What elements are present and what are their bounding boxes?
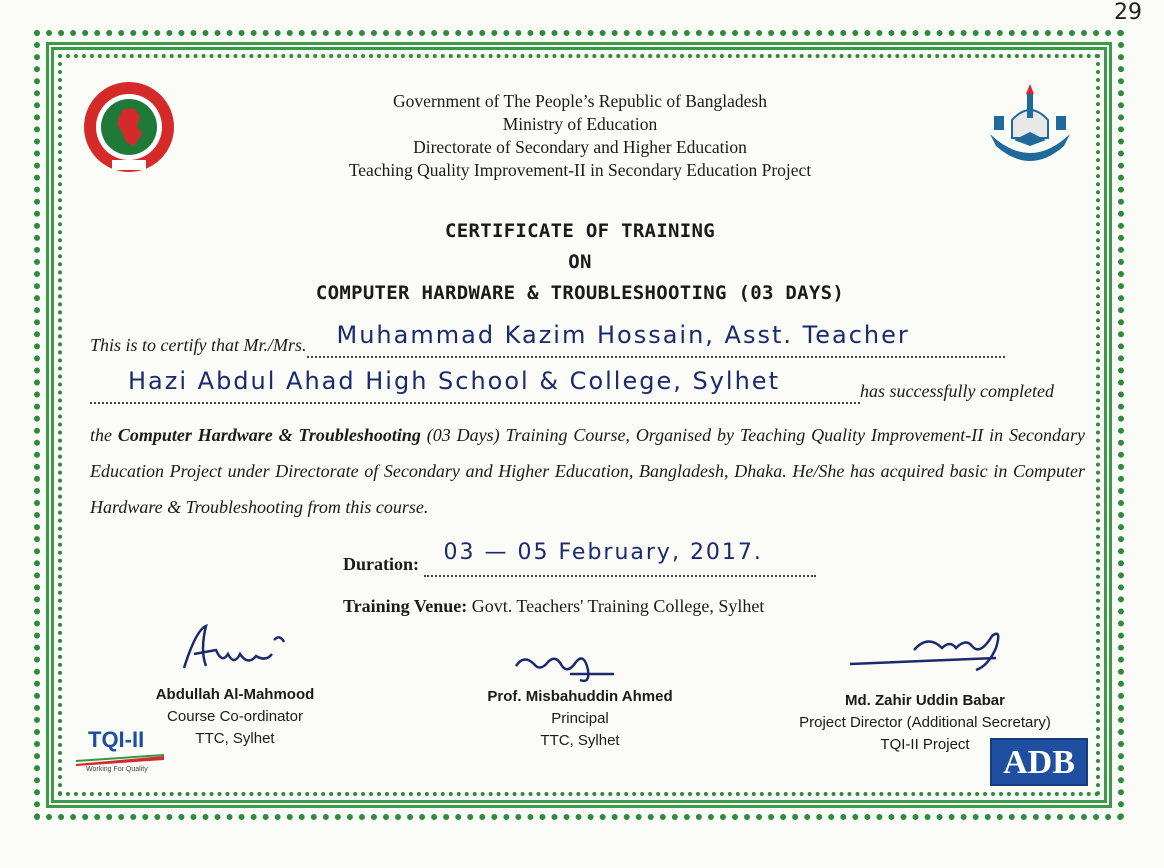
header-line-government: Government of The People’s Republic of Bangladesh: [393, 91, 767, 111]
header-line-directorate: Directorate of Secondary and Higher Education: [413, 137, 747, 157]
name-field: [307, 321, 1005, 358]
signatory-org: TTC, Sylhet: [195, 730, 275, 747]
header-line-project: Teaching Quality Improvement-II in Secondary Education Project: [348, 160, 812, 180]
venue-line: [343, 596, 764, 617]
course-paragraph: [90, 417, 1085, 525]
course-name: Computer Hardware & Troubleshooting: [117, 425, 421, 445]
adb-logo-text: ADB: [1003, 744, 1075, 781]
title-line-2: ON: [568, 251, 592, 273]
duration-field: [424, 540, 816, 577]
institution-field: [90, 367, 860, 404]
signatory-org: TQI-II Project: [880, 736, 970, 753]
duration-label: Duration:: [343, 554, 419, 574]
adb-logo: [990, 738, 1088, 786]
venue-value: Govt. Teachers' Training College, Sylhet: [471, 596, 765, 616]
issuing-authority-header: [250, 90, 910, 182]
signature-principal-icon: [510, 644, 620, 688]
tqi-ii-logo: [74, 728, 170, 778]
duration-value-handwritten: 03 — 05 February, 2017.: [443, 540, 763, 565]
institution-line: [90, 367, 1054, 404]
signatory-principal: [460, 686, 700, 752]
signatory-name: Prof. Misbahuddin Ahmed: [487, 688, 673, 705]
certify-prefix: This is to certify that Mr./Mrs.: [90, 335, 307, 355]
para-rest: (03 Days) Training Course, Organised by Teaching Quality Improvement-II in Secondary Education Project under Directorate of Secondary and Higher Education, Bangladesh, Dhaka. He/She has acquired basic in Computer Hardware & Troubleshooting from this course.: [90, 425, 1085, 517]
signatory-role: Principal: [551, 710, 609, 727]
title-line-3: COMPUTER HARDWARE & TROUBLESHOOTING (03 DAYS): [315, 282, 845, 304]
signature-project-director-icon: [846, 626, 1026, 672]
signatory-role: Course Co-ordinator: [167, 708, 303, 725]
bangladesh-government-emblem-icon: [82, 80, 176, 174]
education-directorate-emblem-icon: [984, 80, 1076, 164]
tqi-swoosh-icon: [74, 754, 166, 766]
para-start: the: [90, 425, 118, 445]
header-line-ministry: Ministry of Education: [502, 114, 658, 134]
signatory-role: Project Director (Additional Secretary): [799, 714, 1051, 731]
certify-line: [90, 321, 1005, 358]
tqi-tagline: Working For Quality: [86, 766, 148, 773]
signatory-org: TTC, Sylhet: [540, 732, 620, 749]
institution-handwritten: Hazi Abdul Ahad High School & College, Sylhet: [128, 367, 780, 395]
certificate-title: [200, 216, 960, 309]
tqi-logo-text: TQI-II: [88, 727, 145, 752]
signatory-name: Abdullah Al-Mahmood: [155, 686, 315, 703]
signature-coordinator-icon: [176, 620, 296, 676]
duration-line: [343, 540, 816, 577]
page-number: 29: [1114, 0, 1142, 25]
completed-text: has successfully completed: [860, 381, 1054, 401]
title-line-1: CERTIFICATE OF TRAINING: [445, 220, 715, 242]
signatory-name: Md. Zahir Uddin Babar: [844, 692, 1005, 709]
recipient-name-handwritten: Muhammad Kazim Hossain, Asst. Teacher: [336, 321, 910, 349]
venue-label: Training Venue:: [343, 596, 468, 616]
